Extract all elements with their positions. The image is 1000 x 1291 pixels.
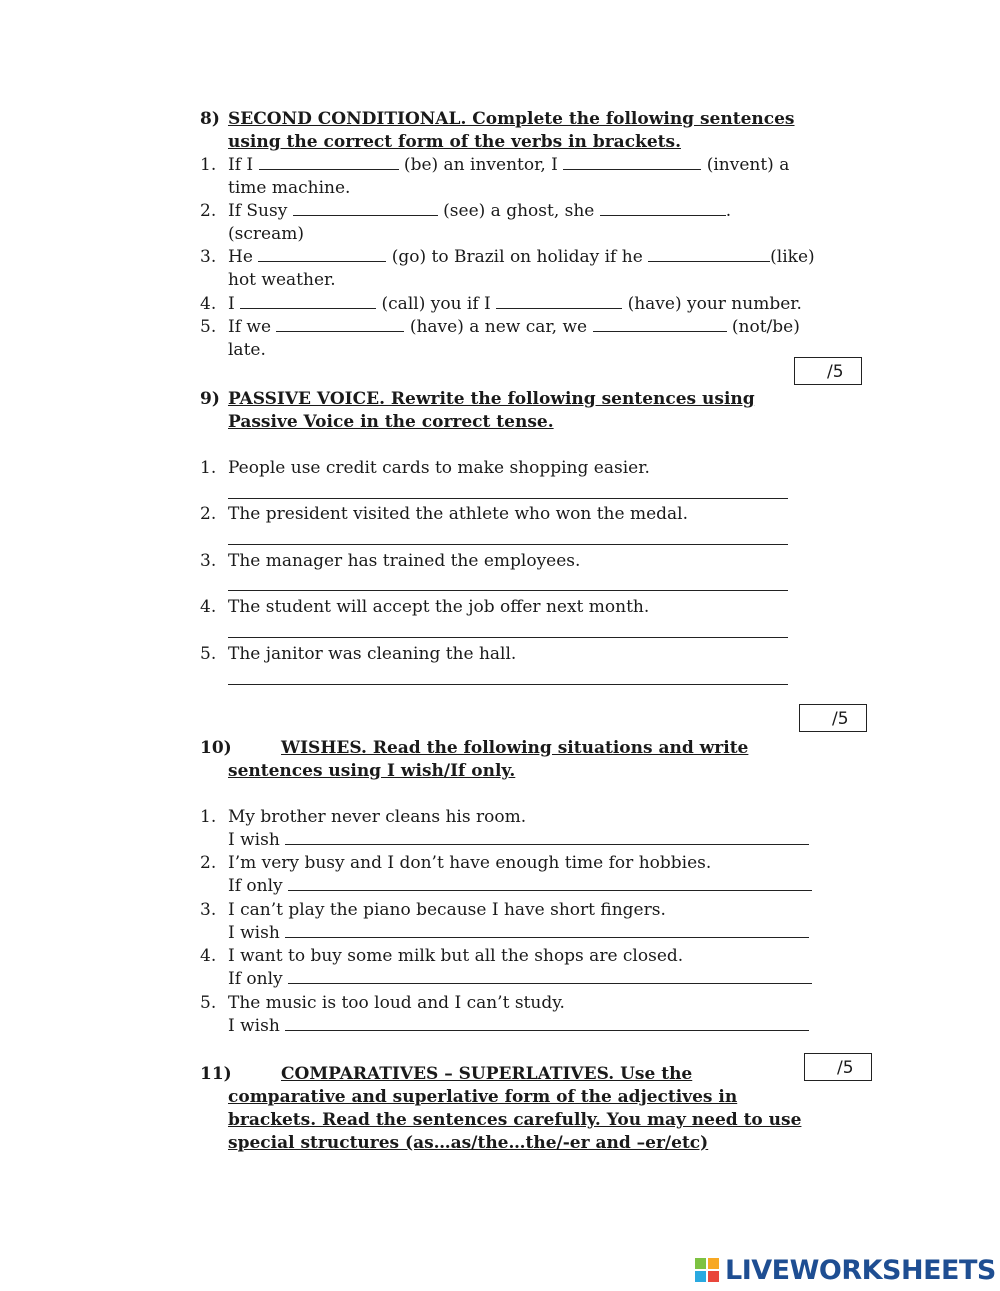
- answer-blank[interactable]: [288, 876, 812, 891]
- section-9-title-line2: Passive Voice in the correct tense.: [228, 412, 554, 432]
- answer-blank[interactable]: [285, 1016, 809, 1031]
- answer-blank[interactable]: [258, 247, 386, 262]
- section-9-number: 9): [200, 389, 220, 409]
- answer-line[interactable]: [228, 544, 788, 545]
- answer-blank[interactable]: [240, 294, 376, 309]
- score-box[interactable]: /5: [794, 357, 862, 385]
- answer-line[interactable]: [228, 637, 788, 638]
- answer-blank[interactable]: [293, 201, 438, 216]
- section-11-title-line2: comparative and superlative form of the adjectives in: [228, 1087, 738, 1107]
- section-10-title-line2: sentences using I wish/If only.: [228, 761, 516, 781]
- answer-line[interactable]: [228, 498, 788, 499]
- answer-blank[interactable]: [648, 247, 770, 262]
- answer-blank[interactable]: [285, 923, 809, 938]
- brand-name: LIVEWORKSHEETS: [725, 1254, 996, 1286]
- section-8-title-line1: SECOND CONDITIONAL. Complete the following sentences: [228, 109, 795, 129]
- section-8-number: 8): [200, 109, 220, 129]
- logo-mark-icon: [695, 1258, 719, 1282]
- score-box[interactable]: /5: [804, 1053, 872, 1081]
- answer-line[interactable]: [228, 684, 788, 685]
- section-10-number: 10): [200, 738, 232, 758]
- answer-blank[interactable]: [593, 317, 727, 332]
- section-8-title-line2: using the correct form of the verbs in brackets.: [228, 132, 681, 152]
- section-10-title-line1: WISHES. Read the following situations and write: [281, 738, 749, 758]
- answer-line[interactable]: [228, 590, 788, 591]
- section-11-title-line4: special structures (as…as/the…the/-er and –er/etc): [228, 1133, 709, 1153]
- section-11-title-line3: brackets. Read the sentences carefully. You may need to use: [228, 1110, 802, 1130]
- section-9-title-line1: PASSIVE VOICE. Rewrite the following sentences using: [228, 389, 755, 409]
- section-11-title-line1: COMPARATIVES – SUPERLATIVES. Use the: [281, 1064, 693, 1084]
- answer-blank[interactable]: [276, 317, 404, 332]
- section-11-number: 11): [200, 1064, 232, 1084]
- answer-blank[interactable]: [600, 201, 726, 216]
- answer-blank[interactable]: [288, 969, 812, 984]
- answer-blank[interactable]: [259, 155, 399, 170]
- answer-blank[interactable]: [563, 155, 701, 170]
- score-box[interactable]: /5: [799, 704, 867, 732]
- answer-blank[interactable]: [285, 830, 809, 845]
- liveworksheets-logo: [695, 1253, 996, 1287]
- answer-blank[interactable]: [496, 294, 622, 309]
